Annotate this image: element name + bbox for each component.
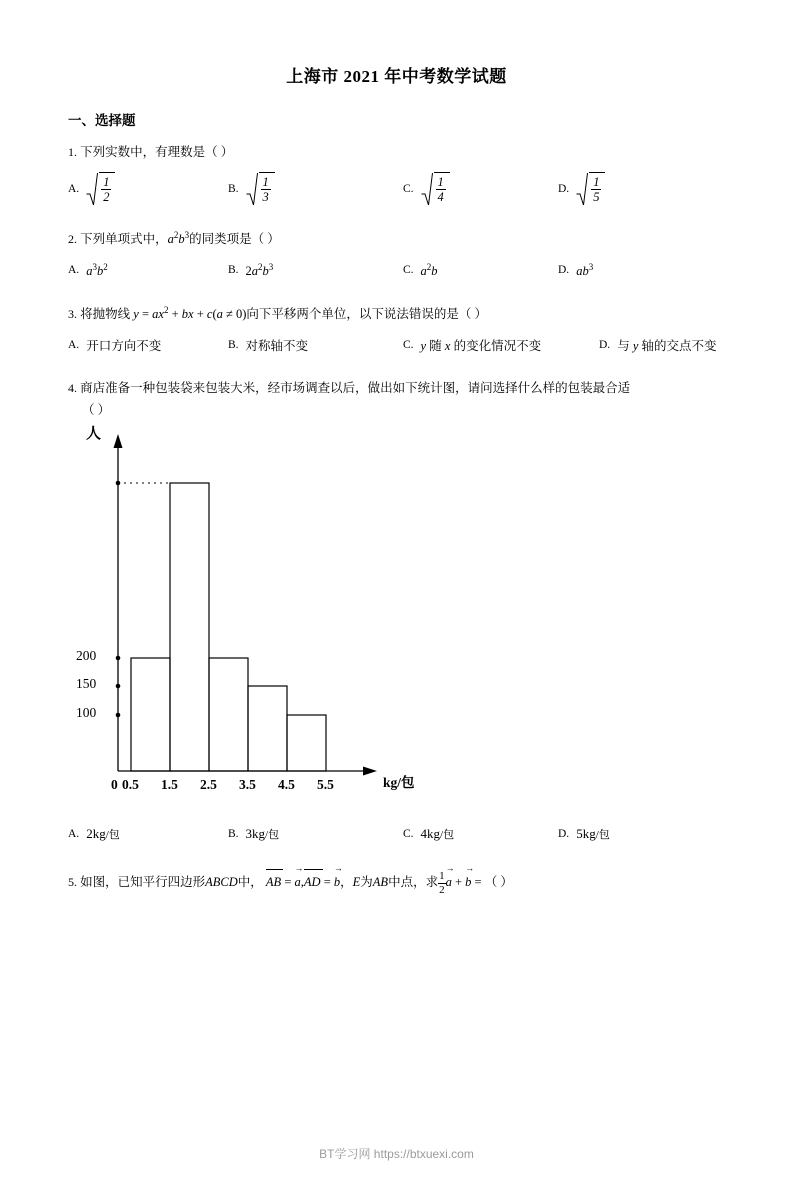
- option-d[interactable]: [558, 826, 610, 842]
- question-5-text-b: 中，: [237, 875, 263, 890]
- y-axis-label: 人: [86, 426, 102, 443]
- option-b-text: $2a^2b^3$: [245, 261, 274, 278]
- option-d-text: 5kg/包: [576, 826, 610, 842]
- option-c-text: 4kg/包: [420, 826, 455, 842]
- question-5-text-e: 中点，求: [388, 875, 439, 890]
- fraction-numerator: 1: [437, 174, 444, 189]
- x-tick-1-5: 1.5: [161, 777, 178, 793]
- eq-1: =: [281, 875, 295, 890]
- x-axis-label: kg/包: [383, 775, 415, 791]
- question-1-text: 下列实数中，有理数是（ ）: [80, 145, 234, 159]
- radical-expression: [86, 172, 115, 206]
- bar-chart-svg: [78, 426, 498, 826]
- radical-expression: [576, 172, 605, 206]
- option-c[interactable]: [403, 826, 558, 842]
- page-title: 上海市 2021 年中考数学试题: [286, 67, 507, 86]
- option-d[interactable]: [558, 262, 593, 279]
- question-2-number: 2.: [68, 232, 77, 247]
- option-a[interactable]: [68, 172, 228, 206]
- option-b-label: B.: [228, 828, 239, 841]
- question-4-options: [68, 826, 725, 842]
- question-5-text-a: 如图，已知平行四边形: [80, 875, 206, 890]
- eq-2: =: [320, 875, 334, 890]
- option-d-label: D.: [558, 828, 570, 841]
- question-4-text-line2: （ ）: [82, 403, 111, 418]
- fraction-denominator: 3: [262, 190, 269, 205]
- segment-ab: AB: [372, 875, 389, 890]
- option-c[interactable]: [403, 262, 558, 279]
- radical-expression: [421, 172, 450, 206]
- option-b[interactable]: [228, 172, 403, 206]
- question-2-expression: $a^2b^3$: [167, 230, 190, 247]
- fraction-denominator: 5: [593, 190, 600, 205]
- question-2: [68, 228, 725, 249]
- question-4-text: 商店准备一种包装袋来包装大米，经市场调查以后，做出如下统计图，请问选择什么样的包装最合适: [80, 381, 631, 396]
- question-5-number: 5.: [68, 875, 77, 890]
- y-tick-200: 200: [76, 648, 97, 664]
- footer-watermark: BT学习网 https://btxuexi.com: [319, 1147, 474, 1161]
- option-d-label: D.: [558, 264, 570, 277]
- vector-b: b →: [334, 872, 340, 892]
- option-a-label: A.: [68, 339, 80, 352]
- option-c-label: C.: [403, 828, 414, 841]
- option-c-label: C.: [403, 183, 414, 196]
- x-tick-4-5: 4.5: [278, 777, 295, 793]
- comma-1: ,: [300, 875, 304, 890]
- option-b-text: 3kg/包: [245, 826, 280, 842]
- radical-sign-icon: [86, 172, 99, 206]
- option-c-label: C.: [403, 264, 414, 277]
- question-4: [68, 378, 725, 398]
- option-b-label: B.: [228, 339, 239, 352]
- parallelogram-label: ABCD: [205, 875, 238, 890]
- option-a[interactable]: [68, 262, 228, 279]
- vector-a-2: a →: [446, 872, 452, 892]
- option-a-label: A.: [68, 828, 80, 841]
- option-a-label: A.: [68, 264, 80, 277]
- option-d-text: 与 y 轴的交点不变: [617, 339, 717, 354]
- question-3-suffix: 向下平移两个单位，以下说法错误的是（ ）: [246, 306, 488, 321]
- radical-sign-icon: [246, 172, 259, 206]
- question-3-prefix: 将抛物线: [80, 306, 131, 321]
- option-a-label: A.: [68, 183, 80, 196]
- option-a-text: 2kg/包: [86, 826, 120, 842]
- x-tick-0: 0: [111, 777, 118, 793]
- option-b[interactable]: [228, 336, 403, 354]
- option-c-text: $a^2b$: [420, 261, 438, 278]
- question-5-text-d: 为: [360, 875, 373, 890]
- option-c-text: y 随 x 的变化情况不变: [420, 339, 542, 354]
- option-c-label: C.: [403, 339, 414, 352]
- x-tick-2-5: 2.5: [200, 777, 217, 793]
- question-1: [68, 142, 725, 162]
- y-tick-100: 100: [76, 705, 97, 721]
- document-page: [0, 62, 793, 1184]
- option-c[interactable]: [403, 172, 558, 206]
- bar-chart: [78, 426, 725, 826]
- vector-a: a →: [295, 872, 301, 892]
- option-b[interactable]: [228, 262, 403, 279]
- question-3-number: 3.: [68, 306, 77, 321]
- option-c[interactable]: [403, 336, 599, 354]
- option-d[interactable]: [558, 172, 605, 206]
- option-d[interactable]: [599, 336, 717, 354]
- question-5-text-c: ，: [340, 875, 353, 890]
- option-b-text: 对称轴不变: [245, 339, 309, 354]
- plus-sign: +: [451, 875, 466, 890]
- x-tick-0-5: 0.5: [122, 777, 139, 793]
- option-a[interactable]: [68, 336, 228, 354]
- option-b-label: B.: [228, 183, 239, 196]
- vector-ad: AD: [304, 871, 321, 892]
- question-3-expression: y: [133, 306, 139, 321]
- question-2-prefix: 下列单项式中，: [80, 232, 168, 247]
- option-a[interactable]: [68, 826, 228, 842]
- x-tick-3-5: 3.5: [239, 777, 256, 793]
- option-b[interactable]: [228, 826, 403, 842]
- radical-sign-icon: [421, 172, 434, 206]
- fraction-denominator: 2: [103, 190, 110, 205]
- question-1-options: [68, 172, 725, 206]
- question-3-options: [68, 336, 725, 354]
- section-heading: 一、选择题: [68, 113, 136, 128]
- vector-ab: AB: [266, 871, 281, 892]
- option-d-label: D.: [599, 339, 611, 352]
- radical-expression: [246, 172, 275, 206]
- point-e: E: [352, 875, 361, 890]
- x-tick-5-5: 5.5: [317, 777, 334, 793]
- fraction-numerator: 1: [262, 174, 269, 189]
- option-d-text: $ab^3$: [576, 261, 594, 278]
- question-5-text-f: = （ ）: [471, 875, 513, 890]
- question-2-options: [68, 262, 725, 279]
- y-tick-150: 150: [76, 676, 97, 692]
- option-a-text: 开口方向不变: [86, 339, 162, 354]
- option-d-label: D.: [558, 183, 570, 196]
- fraction-one-half: $\frac{1}{2}$: [439, 870, 445, 896]
- fraction-numerator: 1: [593, 174, 600, 189]
- question-5: [68, 870, 725, 896]
- question-1-number: 1.: [68, 145, 77, 159]
- question-4-number: 4.: [68, 381, 77, 396]
- fraction-denominator: 4: [437, 190, 444, 205]
- question-2-suffix: 的同类项是（ ）: [189, 232, 280, 247]
- vector-b-2: b →: [465, 872, 471, 892]
- radical-sign-icon: [576, 172, 589, 206]
- fraction-numerator: 1: [103, 174, 110, 189]
- option-b-label: B.: [228, 264, 239, 277]
- option-a-text: $a^3b^2$: [86, 261, 108, 278]
- question-3: 3. 将抛物线 $y = ax^2$ + bx + c(a ≠ 0)向下平移两个单位，以下说法错误的是（ ）: [68, 304, 488, 321]
